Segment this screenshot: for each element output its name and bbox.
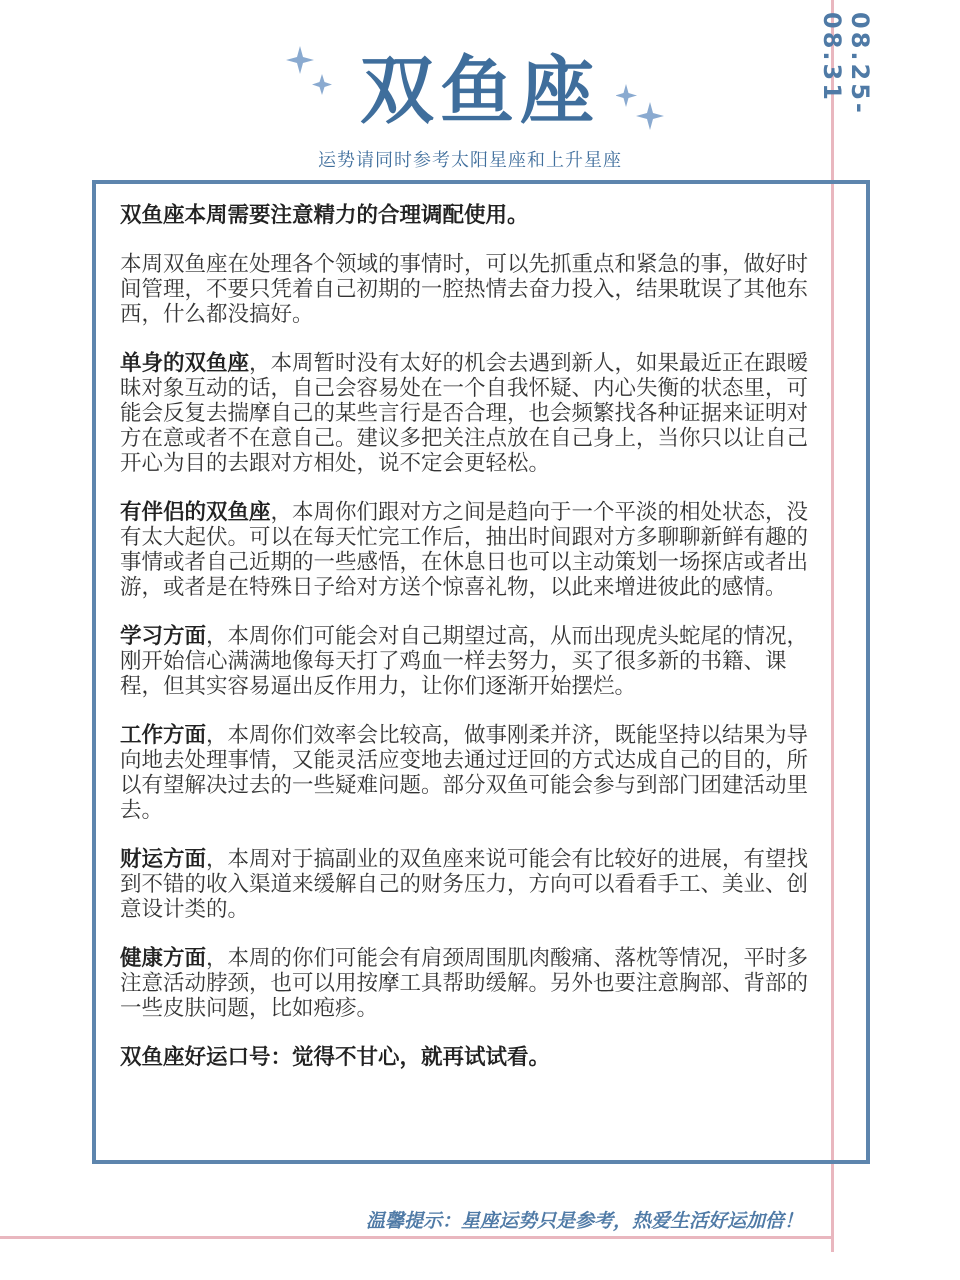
work-section	[120, 723, 820, 823]
study-section	[120, 624, 820, 699]
intro-text: 双鱼座本周需要注意精力的合理调配使用。	[120, 203, 529, 228]
section-label: 健康方面	[120, 946, 207, 971]
section-text: ，本周暂时没有太好的机会去遇到新人，如果最近正在跟暧昧对象互动的话，自己会容易处在一个自我怀疑、内心失衡的状态里，可能会反复去揣摩自己的某些言行是否合理，也会频繁找各种证据来证明对方在意或者不在意自己。建议多把关注点放在自己身上，当你只以让自己开心为目的去跟对方相处，说不定会更轻松。	[120, 351, 809, 476]
section-label: 工作方面	[120, 723, 207, 748]
pink-horizontal-line	[0, 1236, 834, 1239]
wealth-section	[120, 847, 820, 922]
section-label: 有伴侣的双鱼座	[120, 500, 271, 525]
section-text: ，本周你们可能会对自己期望过高，从而出现虎头蛇尾的情况，刚开始信心满满地像每天打了鸡血一样去努力，买了很多新的书籍、课程，但其实容易逼出反作用力，让你们逐渐开始摆烂。	[120, 624, 809, 699]
general-text: 本周双鱼座在处理各个领域的事情时，可以先抓重点和紧急的事，做好时间管理，不要只凭着自己初期的一腔热情去奋力投入，结果耽误了其他东西，什么都没搞好。	[120, 252, 809, 327]
page-subtitle: 运势请同时参考太阳星座和上升星座	[318, 150, 622, 171]
health-section	[120, 946, 820, 1021]
horoscope-content	[120, 203, 820, 1094]
single-section	[120, 351, 820, 476]
section-text: ，本周对于搞副业的双鱼座来说可能会有比较好的进展，有望找到不错的收入渠道来缓解自己的财务压力，方向可以看看手工、美业、创意设计类的。	[120, 847, 809, 922]
section-label: 财运方面	[120, 847, 207, 872]
date-range: 08.25-08.31	[818, 12, 874, 116]
section-label: 单身的双鱼座	[120, 351, 250, 376]
slogan-text: 双鱼座好运口号：觉得不甘心，就再试试看。	[120, 1045, 551, 1070]
section-text: ，本周你们效率会比较高，做事刚柔并济，既能坚持以结果为导向地去处理事情，又能灵活应变地去通过迂回的方式达成自己的目的，所以有望解决过去的一些疑难问题。部分双鱼可能会参与到部门团建活动里去。	[120, 723, 809, 823]
section-label: 学习方面	[120, 624, 207, 649]
page-title: 双鱼座	[360, 48, 600, 134]
section-text: ，本周的你们可能会有肩颈周围肌肉酸痛、落枕等情况，平时多注意活动脖颈，也可以用按摩工具帮助缓解。另外也要注意胸部、背部的一些皮肤问题，比如疱疹。	[120, 946, 809, 1021]
footer-tip: 温馨提示：星座运势只是参考，热爱生活好运加倍！	[366, 1210, 804, 1232]
section-text: ，本周你们跟对方之间是趋向于一个平淡的相处状态，没有太大起伏。可以在每天忙完工作后，抽出时间跟对方多聊聊新鲜有趣的事情或者自己近期的一些感悟，在休息日也可以主动策划一场探店或者出游，或者是在特殊日子给对方送个惊喜礼物，以此来增进彼此的感情。	[120, 500, 809, 600]
partner-section	[120, 500, 820, 600]
